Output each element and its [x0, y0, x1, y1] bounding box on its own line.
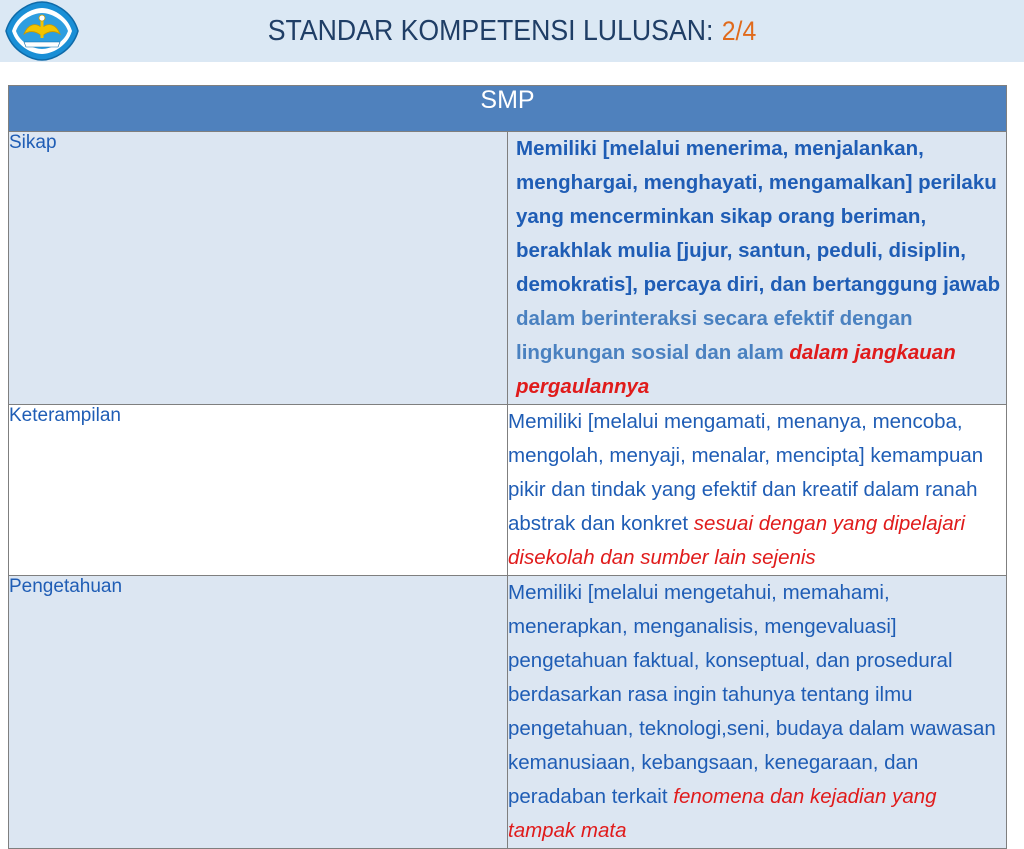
row-description — [508, 132, 1007, 405]
competency-table — [8, 85, 1007, 849]
row-description — [508, 405, 1007, 576]
table-row-sikap — [9, 132, 1007, 405]
row-description — [508, 576, 1007, 849]
text-segment: Memiliki [melalui menerima, menjalankan, menghargai, menghayati, mengamalkan] perilaku yang mencerminkan sikap orang beriman, berakhlak mulia [jujur, santun, peduli, disiplin, demokratis], percaya diri, dan bertanggung jawab — [516, 137, 1001, 296]
slide-title — [41, 0, 983, 62]
table-row-pengetahuan — [9, 576, 1007, 849]
row-label: Sikap — [9, 132, 508, 405]
text-segment: Memiliki [melalui mengamati, menanya, mencoba, mengolah, menyaji, menalar, mencipta] kemampuan pikir dan tindak yang efektif dan kreatif dalam ranah abstrak dan konkret — [508, 410, 984, 535]
text-segment: Memiliki [melalui mengetahui, memahami, menerapkan, menganalisis, mengevaluasi] pengetahuan faktual, konseptual, dan prosedural berdasarkan rasa ingin tahunya tentang ilmu pengetahuan, teknologi,seni, budaya dalam wawasan kemanusiaan, kebangsaan, kenegaraan, dan peradaban terkait — [508, 581, 996, 808]
row-label: Keterampilan — [9, 405, 508, 576]
text-segment-highlight: dalam jangkauan pergaulannya — [516, 341, 956, 398]
text-segment-highlight: fenomena dan kejadian yang tampak mata — [508, 785, 937, 842]
slide-number: 2/4 — [721, 15, 757, 46]
text-segment-highlight: sesuai dengan yang dipelajari disekolah dan sumber lain sejenis — [508, 512, 966, 569]
slide-header — [0, 0, 1024, 62]
table-header-row — [9, 86, 1007, 132]
table-heading-smp: SMP — [9, 86, 1007, 132]
table-row-keterampilan — [9, 405, 1007, 576]
slide-title-text: STANDAR KOMPETENSI LULUSAN: — [267, 14, 714, 47]
text-segment: dalam berinteraksi secara efektif dengan lingkungan sosial dan alam — [516, 307, 913, 364]
row-label: Pengetahuan — [9, 576, 508, 849]
